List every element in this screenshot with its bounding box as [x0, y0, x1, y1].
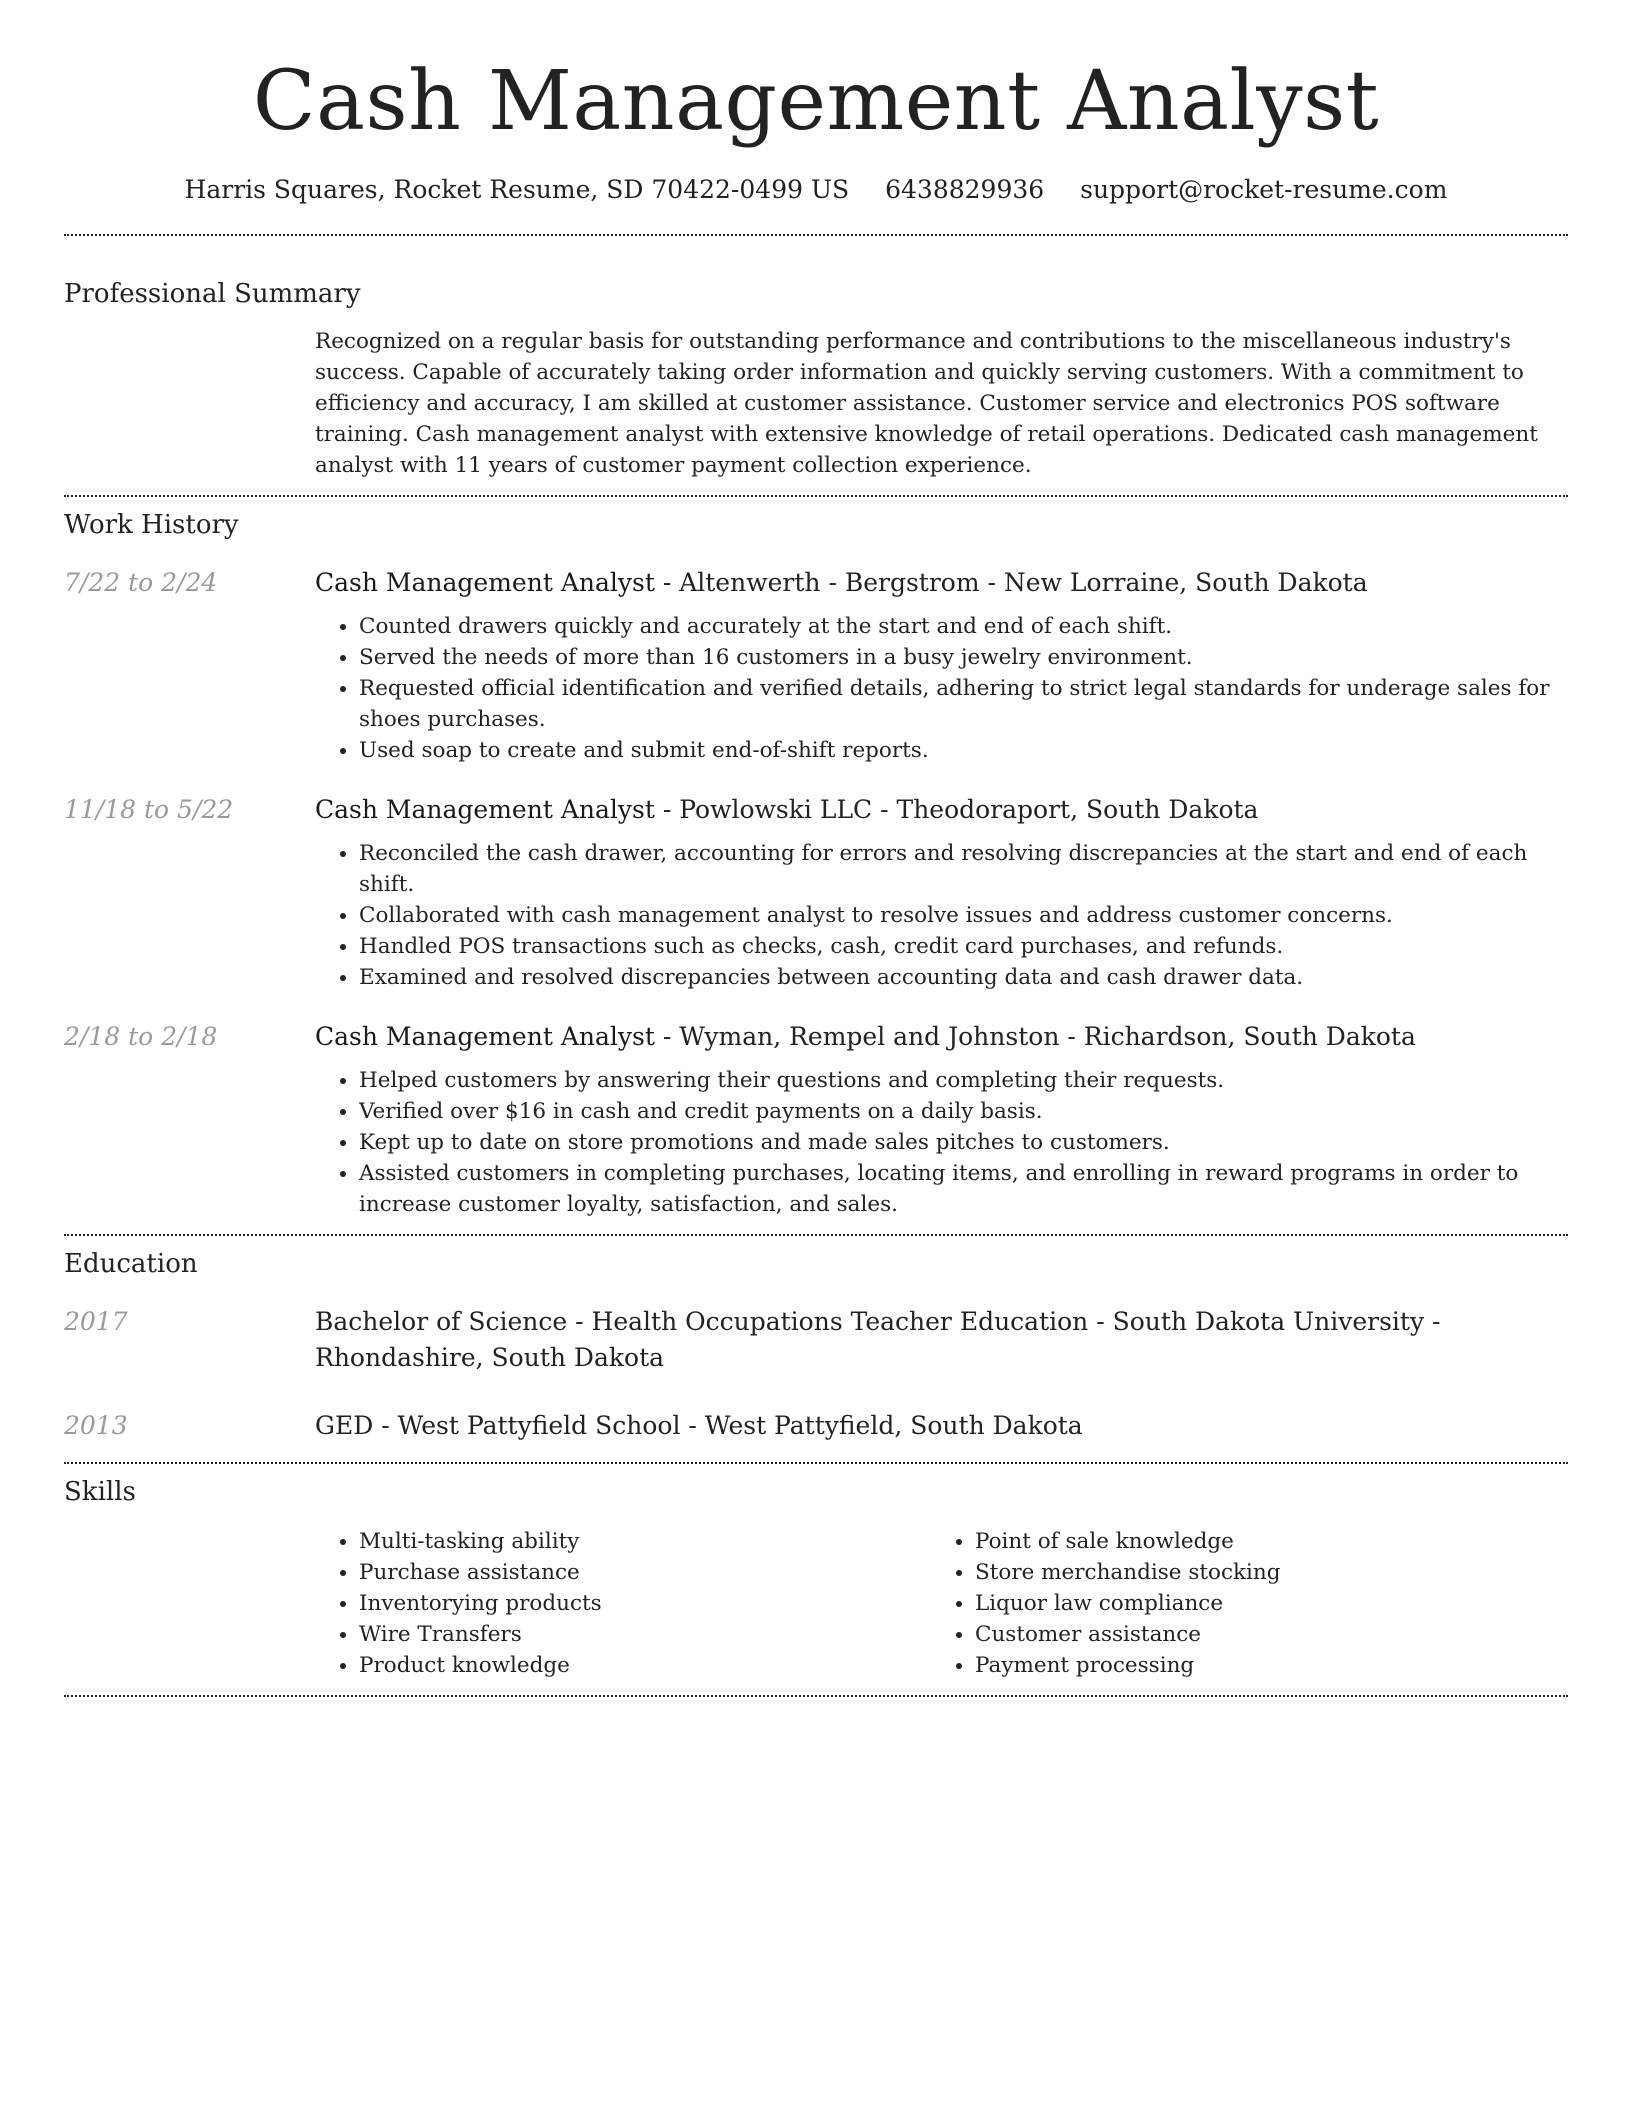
- job-entry: [64, 565, 1568, 766]
- section-divider: [64, 495, 1568, 497]
- education-details: [315, 1408, 1568, 1444]
- education-title: Education: [64, 1249, 198, 1279]
- candidate-name: Cash Management Analyst: [252, 54, 1380, 149]
- list-item: • Served the needs of more than 16 customers in a busy jewelry environment.: [359, 642, 1568, 673]
- education-year: 2013: [64, 1411, 128, 1440]
- job-employer: - Altenwerth - Bergstrom - New Lorraine, South Dakota: [654, 568, 1368, 597]
- job-dates: 7/22 to 2/24: [64, 568, 218, 597]
- list-item: • Reconciled the cash drawer, accounting for errors and resolving discrepancies at the start and end of each shift.: [359, 838, 1568, 900]
- work-history-title: Work History: [64, 510, 239, 540]
- section-divider: [64, 1462, 1568, 1464]
- list-item: • Product knowledge: [359, 1650, 931, 1681]
- education-degree: Bachelor of Science - Health Occupations Teacher Education: [315, 1307, 1089, 1336]
- skills-columns: [315, 1526, 1568, 1681]
- job-employer: - Powlowski LLC - Theodoraport, South Dakota: [654, 795, 1259, 824]
- job-position: Cash Management Analyst: [315, 795, 655, 824]
- contact-line: [64, 172, 1568, 208]
- section-divider: [64, 234, 1568, 236]
- education-year: 2017: [64, 1307, 128, 1336]
- job-entry: [64, 792, 1568, 993]
- education-section: [64, 1246, 1568, 1444]
- job-dates: 11/18 to 5/22: [64, 795, 234, 824]
- education-details: [315, 1304, 1568, 1376]
- list-item: • Examined and resolved discrepancies between accounting data and cash drawer data.: [359, 962, 1568, 993]
- list-item: • Collaborated with cash management analyst to resolve issues and address customer concerns.: [359, 900, 1568, 931]
- list-item: • Inventorying products: [359, 1588, 931, 1619]
- education-school: - South Dakota University - Rhondashire, South Dakota: [315, 1307, 1441, 1372]
- job-bullets: [315, 611, 1568, 766]
- list-item: • Wire Transfers: [359, 1619, 931, 1650]
- summary-title: Professional Summary: [64, 279, 361, 309]
- list-item: • Customer assistance: [975, 1619, 1547, 1650]
- list-item: • Payment processing: [975, 1650, 1547, 1681]
- job-bullets: [315, 1065, 1568, 1220]
- job-position: Cash Management Analyst: [315, 1022, 655, 1051]
- education-entry: [64, 1408, 1568, 1444]
- contact-address: Harris Squares, Rocket Resume, SD 70422-0499 US: [184, 175, 850, 204]
- contact-email: support@rocket-resume.com: [1080, 175, 1448, 204]
- section-divider: [64, 1234, 1568, 1236]
- list-item: • Multi-tasking ability: [359, 1526, 931, 1557]
- skills-list-right: [931, 1526, 1547, 1681]
- skills-title: Skills: [64, 1477, 136, 1507]
- job-heading: [315, 792, 1568, 828]
- contact-phone: 6438829936: [885, 175, 1045, 204]
- list-item: • Purchase assistance: [359, 1557, 931, 1588]
- job-employer: - Wyman, Rempel and Johnston - Richardson, South Dakota: [654, 1022, 1416, 1051]
- education-degree: GED: [315, 1411, 374, 1440]
- work-history-section: [64, 507, 1568, 1220]
- list-item: • Used soap to create and submit end-of-shift reports.: [359, 735, 1568, 766]
- job-position: Cash Management Analyst: [315, 568, 655, 597]
- list-item: • Liquor law compliance: [975, 1588, 1547, 1619]
- list-item: • Point of sale knowledge: [975, 1526, 1547, 1557]
- list-item: • Assisted customers in completing purchases, locating items, and enrolling in reward programs in order to increase customer loyalty, satisfaction, and sales.: [359, 1158, 1568, 1220]
- list-item: • Store merchandise stocking: [975, 1557, 1547, 1588]
- list-item: • Handled POS transactions such as checks, cash, credit card purchases, and refunds.: [359, 931, 1568, 962]
- list-item: • Counted drawers quickly and accurately at the start and end of each shift.: [359, 611, 1568, 642]
- skills-section: [64, 1474, 1568, 1681]
- job-entry: [64, 1019, 1568, 1220]
- summary-text: Recognized on a regular basis for outstanding performance and contributions to the miscellaneous industry's success. Capable of accurately taking order information and quickly serving customers. With a commitment to efficiency and accuracy, I am skilled at customer assistance. Customer service and electronics POS software training. Cash management analyst with extensive knowledge of retail operations. Dedicated cash management analyst with 11 years of customer payment collection experience.: [315, 329, 1538, 478]
- list-item: • Kept up to date on store promotions and made sales pitches to customers.: [359, 1127, 1568, 1158]
- skills-list-left: [315, 1526, 931, 1681]
- job-heading: [315, 565, 1568, 601]
- job-dates: 2/18 to 2/18: [64, 1022, 218, 1051]
- job-bullets: [315, 838, 1568, 993]
- list-item: • Requested official identification and verified details, adhering to strict legal standards for underage sales for shoes purchases.: [359, 673, 1568, 735]
- education-entry: [64, 1304, 1568, 1376]
- section-divider: [64, 1695, 1568, 1697]
- summary-section: [64, 276, 1568, 481]
- list-item: • Verified over $16 in cash and credit payments on a daily basis.: [359, 1096, 1568, 1127]
- job-heading: [315, 1019, 1568, 1055]
- list-item: • Helped customers by answering their questions and completing their requests.: [359, 1065, 1568, 1096]
- education-school: - West Pattyfield School - West Pattyfield, South Dakota: [373, 1411, 1083, 1440]
